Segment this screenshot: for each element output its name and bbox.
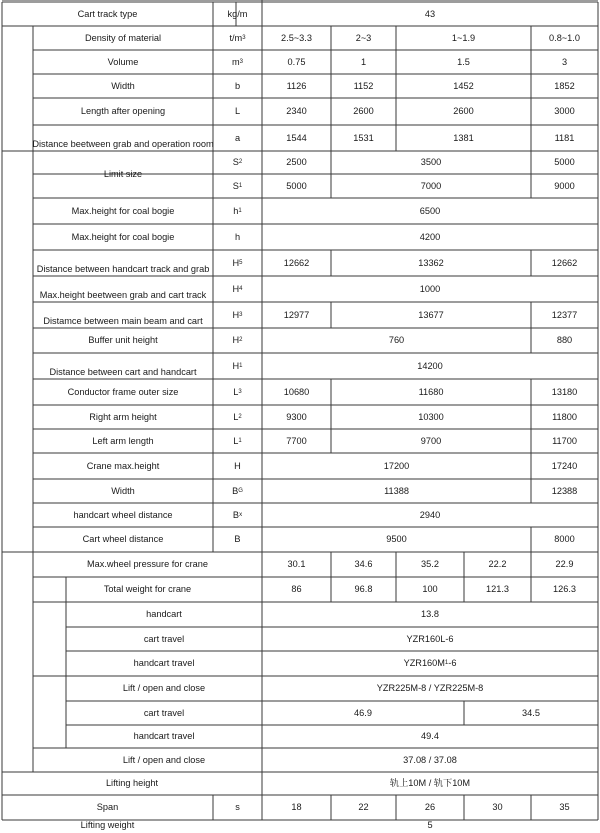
row-value: 7000 [420,180,442,191]
superscript: 3 [239,58,243,65]
row-value: 22.2 [488,559,507,570]
row-symbol-cell [213,125,262,151]
row-value: 13677 [418,309,444,320]
row-value-cell [262,250,331,276]
row-label-cell [33,26,213,50]
row-label: Distance between cart and handcart [49,366,197,377]
row-value: 13362 [418,257,444,268]
row-symbol-cell [213,379,262,405]
row-value: 34.5 [522,707,540,718]
row-value-cell [396,74,531,98]
row-symbol: B [232,509,240,520]
row-value-cell [331,429,531,453]
row-label: handcart wheel distance [73,509,173,520]
row-value-cell [531,527,598,552]
row-value: 126.3 [553,584,576,595]
row-value: 22 [358,802,369,813]
row-value-cell [262,276,598,302]
row-value: 11700 [552,435,577,446]
row-label-cell [33,503,213,527]
row-value-cell [531,302,598,328]
row-value-cell [262,503,598,527]
row-value: 10680 [283,386,310,397]
row-value: 34.6 [354,559,373,570]
subscript: 2 [238,413,242,420]
row-value-cell [262,328,531,353]
row-value: 880 [556,335,573,346]
row-value: 5 [427,820,433,830]
row-label-cell [33,98,213,125]
row-value-cell [331,577,396,602]
row-symbol-cell [213,250,262,276]
row-label: Max.height beetween grab and cart track [39,289,207,300]
row-label-cell [33,250,213,276]
row-label-cell [33,453,213,479]
row-symbol-cell [213,98,262,125]
row-value-cell [531,26,598,50]
row-symbol: b [234,80,241,91]
row-label-cell [33,74,213,98]
row-value-cell [262,405,331,429]
row-value-cell [262,379,331,405]
row-symbol: H [232,335,240,346]
row-label-cell [33,302,213,328]
row-value: 9700 [420,435,442,446]
row-label-cell [66,748,262,772]
row-value: 6500 [419,205,441,216]
row-symbol: h [234,231,241,242]
row-label: Buffer unit height [88,335,158,346]
row-label: Lift / open and close [122,683,206,694]
row-symbol: B [234,534,241,545]
row-value: 30.1 [287,559,306,570]
row-label-cell [33,577,262,602]
header-label: Cart track type [77,8,138,19]
row-label-cell [33,224,213,250]
row-value-cell [531,50,598,74]
row-value: 9500 [386,534,407,545]
row-value-cell [331,151,531,174]
row-value: 2600 [453,106,474,117]
row-value: 2340 [286,106,307,117]
row-label-cell [2,820,213,830]
subscript: 1 [238,437,242,444]
row-value-cell [262,651,598,676]
row-value: 1126 [286,80,307,91]
row-symbol: S [232,157,239,168]
row-value-cell [262,224,598,250]
row-value-cell [331,405,531,429]
row-symbol: a [234,132,241,143]
row-value-cell [262,795,331,820]
subscript: 1 [444,660,449,667]
row-value-cell [262,527,531,552]
row-value: 1181 [554,132,575,143]
row-value-cell [262,627,598,651]
row-value: 1852 [554,80,575,91]
row-label-cell [66,602,262,627]
row-label: Lifting height [105,778,159,789]
row-label: Distance between handcart track and grab [36,263,210,274]
row-value-cell [331,250,531,276]
row-value-cell [262,748,598,772]
row-label: Distamce between main beam and cart [43,315,203,326]
row-symbol: H [232,309,240,320]
row-value: 2~3 [355,32,372,43]
row-value: 18 [291,802,302,813]
row-value-cell [331,26,396,50]
row-value-cell [331,74,396,98]
row-label-cell [33,125,213,151]
row-label-cell [2,772,262,795]
row-value: 3 [561,56,568,67]
row-value-cell [396,50,531,74]
row-label: Lift / open and close [122,754,206,765]
row-label-cell [33,328,213,353]
subscript: 4 [239,285,243,292]
row-value-cell [262,479,531,503]
row-value-cell [262,602,598,627]
row-symbol-cell [213,353,262,379]
row-label: Right arm height [89,411,157,422]
row-label-cell [2,795,213,820]
row-label-cell [33,479,213,503]
row-symbol-cell [213,503,262,527]
row-label: Crane max.height [86,460,160,471]
row-label: Span [96,802,119,813]
subscript: 2 [239,337,243,344]
row-value: 1381 [453,132,474,143]
row-value: 5000 [554,157,575,168]
row-value: 1.5 [457,56,470,67]
row-label-cell [66,627,262,651]
row-label-cell [33,405,213,429]
row-value-cell [262,820,598,830]
row-symbol: L [233,411,239,422]
row-value-cell [464,701,598,725]
row-symbol: L [234,106,241,117]
subscript: G [238,487,243,494]
row-value-cell [531,250,598,276]
row-value-cell [262,50,331,74]
row-value: 1531 [353,132,374,143]
row-value: 0.8~1.0 [549,32,580,43]
row-value: 10300 [418,411,444,422]
row-value: 30 [492,802,503,813]
row-label-cell [66,651,262,676]
row-value: 2500 [286,157,307,168]
row-value-cell [262,198,598,224]
row-value-cell [531,429,598,453]
row-value-cell [262,74,331,98]
row-value: 11388 [384,485,409,496]
row-value-cell [531,552,598,577]
row-symbol-cell [213,405,262,429]
row-value: 12377 [551,309,578,320]
row-label: Left arm length [92,435,154,446]
row-symbol-cell [213,302,262,328]
row-label-cell [66,701,262,725]
row-value-cell [464,795,531,820]
row-value: 1000 [419,283,441,294]
row-value: 2.5~3.3 [281,32,312,43]
row-value-cell [531,74,598,98]
header-unit-cell [213,2,262,26]
row-label: Distance beetween grab and operation room [32,138,214,149]
row-value: 46.9 [354,707,372,718]
row-label: Volume [107,56,139,67]
row-value-cell [262,429,331,453]
row-value: 13.8 [421,609,439,620]
row-label-cell [33,527,213,552]
row-label-cell [33,379,213,405]
row-value-cell [262,453,531,479]
superscript: 3 [242,34,246,41]
row-value-cell [262,98,331,125]
row-value-cell [331,125,396,151]
row-value: 7700 [286,435,307,446]
row-symbol: S [232,180,239,191]
row-value-cell [331,552,396,577]
row-label-cell [66,725,262,748]
row-label-cell [33,552,262,577]
row-value: YZR160M [403,658,445,669]
row-symbol-cell [213,74,262,98]
row-symbol: H [232,257,240,268]
row-label: handcart travel [133,731,195,742]
subscript: 3 [238,388,242,395]
row-value: 1544 [286,132,307,143]
row-symbol-cell [213,26,262,50]
row-value-cell [331,98,396,125]
subscript: 1 [238,182,243,189]
row-value-cell [331,302,531,328]
row-value-cell [262,725,598,748]
row-symbol-cell [213,795,262,820]
subscript: 5 [239,259,243,266]
row-value-cell [396,795,464,820]
row-value-cell [262,676,598,701]
row-value: 11800 [552,411,577,422]
row-value-cell [396,26,531,50]
row-value-cell [531,328,598,353]
row-label: Max.height for coal bogie [71,231,175,242]
row-value: 1~1.9 [451,32,476,43]
row-symbol-cell [213,429,262,453]
row-label: Lifting weight [80,820,135,830]
row-symbol-cell [213,479,262,503]
row-label: Max.wheel pressure for crane [86,559,209,570]
row-label: Limit size [103,169,143,180]
row-value-cell [262,577,331,602]
row-value: 86 [291,584,302,595]
row-label: handcart travel [133,658,195,669]
row-label-cell [33,198,213,224]
row-value: 12662 [551,257,578,268]
row-value: 1452 [453,80,474,91]
row-value-cell [262,552,331,577]
row-symbol: H [234,460,241,471]
row-symbol: s [235,802,240,813]
row-value-cell [531,379,598,405]
row-label: Width [111,485,135,496]
row-value-cell [331,379,531,405]
row-value-cell [396,98,531,125]
row-value: 35.2 [421,559,439,570]
row-value-cell [531,453,598,479]
row-value: 2600 [353,106,374,117]
row-symbol-cell [213,527,262,552]
row-label: Width [111,80,135,91]
row-symbol: t/m [229,32,243,43]
row-value: 8000 [554,534,575,545]
row-symbol-cell [213,174,262,198]
row-value: 3500 [420,157,442,168]
row-value: 1 [360,56,367,67]
row-value: YZR160L-6 [406,633,454,644]
row-value-cell [531,174,598,198]
row-value-cell [396,577,464,602]
header-label-cell [2,2,213,26]
row-value: 轨上10M / 轨下10M [389,778,471,789]
row-value-cell [531,577,598,602]
row-value-cell [396,125,531,151]
row-symbol-cell [213,50,262,74]
subscript: 3 [239,311,243,318]
row-value-cell [262,125,331,151]
row-value-cell [262,174,331,198]
row-label: Max.height for coal bogie [71,205,175,216]
row-value-cell [531,795,598,820]
row-value: -6 [448,658,457,669]
row-label-cell [33,276,213,302]
header-value-cell [262,2,598,26]
row-symbol: H [232,360,240,371]
row-value: YZR225M-8 / YZR225M-8 [376,683,484,694]
row-value: 0.75 [287,56,306,67]
row-value-cell [531,98,598,125]
row-symbol-cell [213,224,262,250]
row-value: 121.3 [486,584,509,595]
subscript: 1 [239,362,243,369]
row-symbol-cell [213,453,262,479]
row-value-cell [531,125,598,151]
row-value-cell [262,701,464,725]
row-value: 9000 [554,180,575,191]
row-value: 3000 [554,106,575,117]
row-symbol-cell [213,151,262,174]
row-label: handcart [146,609,182,620]
row-value: 96.8 [354,584,373,595]
row-label: Conductor frame outer size [67,386,179,397]
row-value: 17200 [383,460,410,471]
row-label-cell [33,429,213,453]
row-value-cell [531,151,598,174]
subscript: 2 [238,159,243,166]
row-symbol: B [232,485,239,496]
row-symbol-cell [213,198,262,224]
row-value: 12388 [551,485,578,496]
row-value: 35 [559,802,570,813]
header-value: 43 [424,8,436,19]
row-value: 1152 [353,80,374,91]
row-value: 12662 [283,257,310,268]
row-value-cell [464,577,531,602]
row-value: 37.08 / 37.08 [403,754,457,765]
row-label-cell [66,676,262,701]
row-symbol: m [232,56,240,67]
row-value: 14200 [417,360,443,371]
row-value-cell [531,405,598,429]
row-value: 2940 [419,509,441,520]
subscript: x [239,511,243,518]
row-value-cell [262,353,598,379]
row-label-cell [33,151,213,198]
row-value: 9300 [286,411,307,422]
row-label-cell [33,353,213,379]
row-value: 26 [424,802,436,813]
row-value-cell [331,50,396,74]
row-label: Cart wheel distance [82,534,164,545]
row-value: 100 [422,584,438,595]
row-value: 4200 [419,231,441,242]
row-value-cell [464,552,531,577]
row-value: 760 [388,335,405,346]
header-unit: kg/m [227,8,248,19]
row-symbol-cell [213,328,262,353]
row-value-cell [396,552,464,577]
row-value-cell [262,772,598,795]
row-label: Length after opening [80,106,166,117]
row-symbol: L [233,386,239,397]
row-value-cell [331,795,396,820]
subscript: 1 [238,207,242,214]
row-label: Total weight for crane [103,584,192,595]
row-symbol: L [233,435,239,446]
row-value-cell [262,151,331,174]
row-value: 22.9 [555,559,574,570]
row-symbol: H [232,283,240,294]
row-symbol: h [233,205,239,216]
row-value: 13180 [551,386,578,397]
row-value-cell [331,174,531,198]
row-value-cell [262,302,331,328]
row-value-cell [262,26,331,50]
row-value-cell [531,479,598,503]
row-value: 5000 [286,180,307,191]
row-label: cart travel [143,633,185,644]
row-label: Density of material [84,32,162,43]
row-value: 49.4 [421,731,439,742]
row-label-cell [33,50,213,74]
row-value: 12977 [283,309,310,320]
row-value: 17240 [551,460,578,471]
row-symbol-cell [213,276,262,302]
row-value: 11680 [418,386,444,397]
row-label: cart travel [143,707,185,718]
